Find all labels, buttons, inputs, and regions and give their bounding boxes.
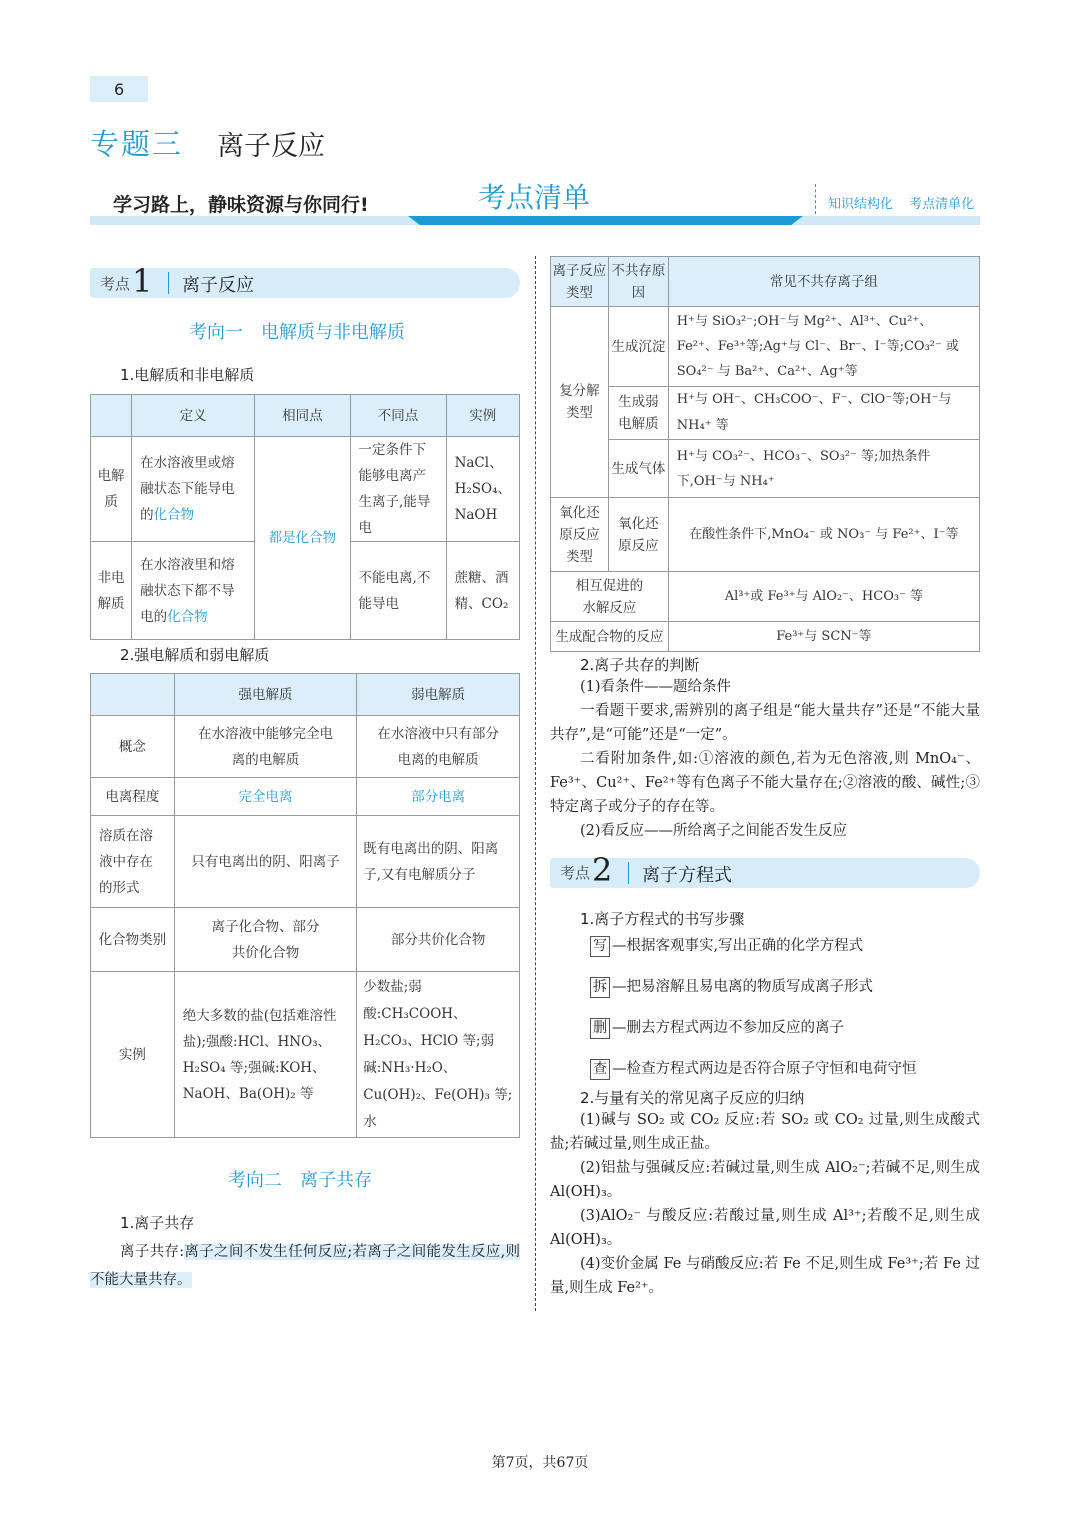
t1-def: 在水溶液里和熔融状态下都不导电的化合物 <box>132 542 255 640</box>
t3-type: 氧化还原反应类型 <box>551 498 609 572</box>
table-row <box>551 307 980 387</box>
banner-tag: 考点清单化 <box>909 197 975 212</box>
t1-diff: 一定条件下能够电离产生离子,能导电 <box>350 437 446 542</box>
t3-ions: H⁺与 SiO₃²⁻;OH⁻与 Mg²⁺、Al³⁺、Cu²⁺、Fe²⁺、Fe³⁺等;Ag⁺与 Cl⁻、Br⁻、I⁻等;CO₃²⁻ 或 SO₄²⁻ 与 Ba²⁺、Ca²⁺、Ag⁺等 <box>668 307 979 387</box>
t1-row-label: 非电解质 <box>91 542 132 640</box>
kp1-header <box>90 268 520 298</box>
table-row <box>91 716 520 778</box>
t2-strong: 只有电离出的阴、阳离子 <box>174 816 357 908</box>
banner-tag: 知识结构化 <box>828 197 894 212</box>
electrolyte-table <box>90 394 520 640</box>
t2-header: 强电解质 <box>174 674 357 716</box>
t2-row-label: 概念 <box>91 716 175 778</box>
t1-example: 蔗糖、酒精、CO₂ <box>446 542 519 640</box>
s2-heading: 2.强电解质和弱电解质 <box>120 646 270 664</box>
kp1-separator <box>168 272 169 294</box>
t2-weak: 既有电离出的阴、阳离子,又有电解质分子 <box>357 816 520 908</box>
strong-weak-table <box>90 673 520 1138</box>
t1-header: 相同点 <box>255 395 350 437</box>
t3-reason: 氧化还原反应 <box>608 498 668 572</box>
step-write: 写 —根据客观事实,写出正确的化学方程式 <box>590 934 980 958</box>
ion-coexist-table <box>550 256 980 652</box>
s6-item: (3)AlO₂⁻ 与酸反应:若酸过量,则生成 Al³⁺;若酸不足,则生成 Al(OH)₃。 <box>550 1208 980 1248</box>
s1-heading: 1.电解质和非电解质 <box>120 366 255 384</box>
t3-type: 复分解类型 <box>551 307 609 498</box>
table-row <box>91 437 520 542</box>
s6-item: (2)铝盐与强碱反应:若碱过量,则生成 AlO₂⁻;若碱不足,则生成 Al(OH)₃。 <box>550 1160 980 1200</box>
t3-reason: 生成气体 <box>608 440 668 498</box>
t2-row-label: 化合物类别 <box>91 908 175 972</box>
t2-strong: 绝大多数的盐(包括难溶性盐);强酸:HCl、HNO₃、H₂SO₄ 等;强碱:KOH、NaOH、Ba(OH)₂ 等 <box>174 972 357 1138</box>
table-row <box>551 572 980 622</box>
kx1-title: 考向一 电解质与非电解质 <box>189 322 405 343</box>
s6-item: (4)变价金属 Fe 与硝酸反应:若 Fe 不足,则生成 Fe³⁺;若 Fe 过量,则生成 Fe²⁺。 <box>550 1256 980 1296</box>
s3-heading: 1.离子共存 <box>120 1214 195 1232</box>
kp1-label: 考点1 <box>100 262 153 300</box>
page-number: 6 <box>114 80 125 99</box>
t2-row-label: 电离程度 <box>91 778 175 816</box>
t3-merged-type: 生成配合物的反应 <box>551 622 669 652</box>
table-row <box>91 778 520 816</box>
s4-p2: 一看题干要求,需辨别的离子组是“能大量共存”还是“不能大量共存”,是“可能”还是“一定”。 <box>550 703 980 743</box>
kp2-label: 考点2 <box>560 851 613 889</box>
s4-p4: (2)看反应——所给离子之间能否发生反应 <box>580 823 848 839</box>
t3-header: 常见不共存离子组 <box>668 257 979 307</box>
t2-weak: 在水溶液中只有部分电离的电解质 <box>357 716 520 778</box>
t1-def: 在水溶液里或熔融状态下能导电的化合物 <box>132 437 255 542</box>
t2-weak: 部分共价化合物 <box>357 908 520 972</box>
t1-header <box>91 395 132 437</box>
t3-header: 离子反应类型 <box>551 257 609 307</box>
t2-row-label: 实例 <box>91 972 175 1138</box>
s6-heading: 2.与量有关的常见离子反应的归纳 <box>580 1089 805 1107</box>
s3-body: 离子共存:离子之间不发生任何反应;若离子之间能发生反应,则不能大量共存。 <box>90 1244 520 1288</box>
t1-diff: 不能电离,不能导电 <box>350 542 446 640</box>
banner-divider <box>815 184 816 214</box>
table-row <box>91 972 520 1138</box>
s6-item: (1)碱与 SO₂ 或 CO₂ 反应:若 SO₂ 或 CO₂ 过量,则生成酸式盐;若碱过量,则生成正盐。 <box>550 1112 980 1152</box>
topic-number: 专题三 <box>90 127 184 161</box>
t2-weak: 部分电离 <box>357 778 520 816</box>
table-row <box>551 498 980 572</box>
table-row <box>551 622 980 652</box>
t2-strong: 离子化合物、部分共价化合物 <box>174 908 357 972</box>
step-check: 查 —检查方程式两边是否符合原子守恒和电荷守恒 <box>590 1057 980 1081</box>
t1-header: 实例 <box>446 395 519 437</box>
t3-ions: H⁺与 CO₃²⁻、HCO₃⁻、SO₃²⁻ 等;加热条件下,OH⁻与 NH₄⁺ <box>668 440 979 498</box>
t2-header <box>91 674 175 716</box>
column-divider <box>535 256 536 1311</box>
kx2-title: 考向二 离子共存 <box>228 1170 372 1191</box>
kp2-header <box>550 858 980 888</box>
step-split: 拆 —把易溶解且易电离的物质写成离子形式 <box>590 975 980 999</box>
t2-strong: 在水溶液中能够完全电离的电解质 <box>174 716 357 778</box>
kp2-title: 离子方程式 <box>642 865 732 886</box>
t3-merged-type: 相互促进的水解反应 <box>551 572 669 622</box>
t3-ions: Al³⁺或 Fe³⁺与 AlO₂⁻、HCO₃⁻ 等 <box>668 572 979 622</box>
kp1-title: 离子反应 <box>182 275 254 296</box>
topic-name: 离子反应 <box>217 131 325 162</box>
kp2-separator <box>628 862 629 884</box>
t3-ions: 在酸性条件下,MnO₄⁻ 或 NO₃⁻ 与 Fe²⁺、I⁻等 <box>668 498 979 572</box>
t1-header: 定义 <box>132 395 255 437</box>
s4-p1: (1)看条件——题给条件 <box>580 679 732 695</box>
banner-bar-accent <box>408 216 803 225</box>
t1-common: 都是化合物 <box>255 437 350 640</box>
t2-strong: 完全电离 <box>174 778 357 816</box>
table-row <box>91 908 520 972</box>
s5-heading: 1.离子方程式的书写步骤 <box>580 910 745 928</box>
page-footer: 第7页，共67页 <box>491 1455 589 1471</box>
t3-ions: Fe³⁺与 SCN⁻等 <box>668 622 979 652</box>
step-delete: 删 —删去方程式两边不参加反应的离子 <box>590 1016 980 1040</box>
t1-example: NaCl、H₂SO₄、NaOH <box>446 437 519 542</box>
slogan: 学习路上，静味资源与你同行! <box>113 194 369 216</box>
t1-row-label: 电解质 <box>91 437 132 542</box>
s4-heading: 2.离子共存的判断 <box>580 656 700 674</box>
t2-header: 弱电解质 <box>357 674 520 716</box>
table-row <box>551 387 980 440</box>
table-row <box>91 816 520 908</box>
t3-ions: H⁺与 OH⁻、CH₃COO⁻、F⁻、ClO⁻等;OH⁻与 NH₄⁺ 等 <box>668 387 979 440</box>
t3-header: 不共存原因 <box>608 257 668 307</box>
t2-row-label: 溶质在溶液中存在的形式 <box>91 816 175 908</box>
t2-weak: 少数盐;弱酸:CH₃COOH、H₂CO₃、HClO 等;弱碱:NH₃·H₂O、Cu(OH)₂、Fe(OH)₃ 等;水 <box>357 972 520 1138</box>
t1-header: 不同点 <box>350 395 446 437</box>
t3-reason: 生成弱电解质 <box>608 387 668 440</box>
t3-reason: 生成沉淀 <box>608 307 668 387</box>
table-row <box>551 440 980 498</box>
banner-tags <box>828 193 986 212</box>
s4-p3: 二看附加条件,如:①溶液的颜色,若为无色溶液,则 MnO₄⁻、Fe³⁺、Cu²⁺、Fe²⁺等有色离子不能大量存在;②溶液的酸、碱性;③特定离子或分子的存在等。 <box>550 751 980 815</box>
banner-title: 考点清单 <box>478 181 591 214</box>
